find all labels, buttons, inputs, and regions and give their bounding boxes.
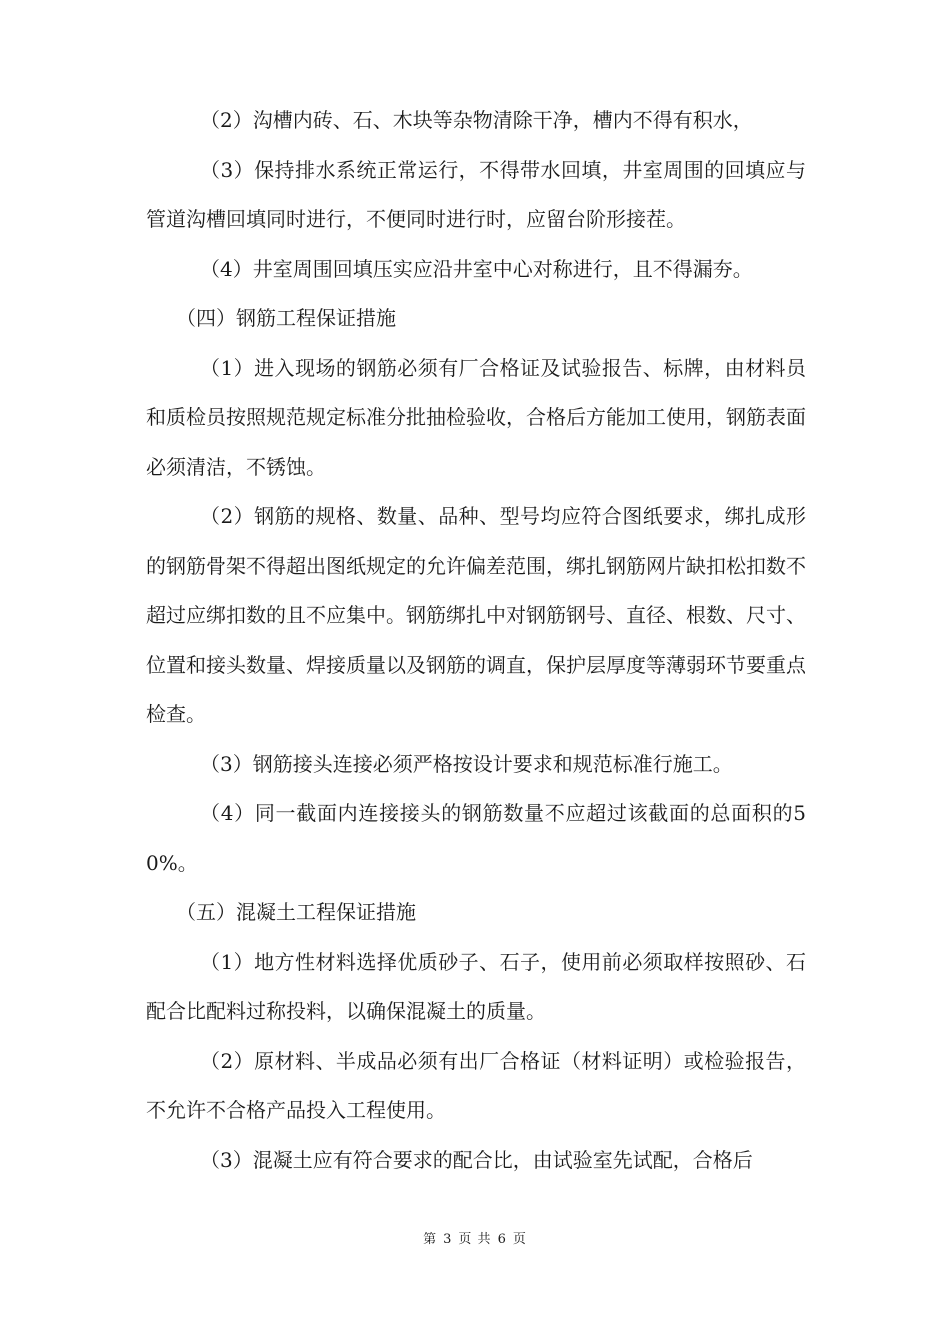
paragraph-rebar-certificates: （1）进入现场的钢筋必须有厂合格证及试验报告、标牌，由材料员和质检员按照规范规定标准分批抽检验收，合格后方能加工使用，钢筋表面必须清洁，不锈蚀。 [146,355,806,479]
section-heading-rebar: （四）钢筋工程保证措施 [176,306,396,330]
footer-suffix: 页 [512,1232,527,1247]
footer-prefix: 第 [423,1232,438,1247]
page-footer [0,1228,950,1247]
footer-middle: 页 共 [458,1232,492,1247]
paragraph-joint-percentage: （4）同一截面内连接接头的钢筋数量不应超过该截面的总面积的50%。 [146,801,806,875]
paragraph-rebar-specifications: （2）钢筋的规格、数量、品种、型号均应符合图纸要求，绑扎成形的钢筋骨架不得超出图纸规定的允许偏差范围，绑扎钢筋网片缺扣松扣数不超过应绑扣数的且不应集中。钢筋绑扎中对钢筋钢号、直径、根数、尺寸、位置和接头数量、焊接质量以及钢筋的调直，保护层厚度等薄弱环节要重点检查。 [146,504,806,726]
paragraph-mix-ratio: （3）混凝土应有符合要求的配合比，由试验室先试配，合格后 [200,1147,753,1172]
paragraph-trench-cleaning: （2）沟槽内砖、石、木块等杂物清除干净，槽内不得有积水， [200,108,753,132]
page-number-current: 3 [443,1232,453,1247]
paragraph-material-certificates: （2）原材料、半成品必须有出厂合格证（材料证明）或检验报告，不允许不合格产品投入工程使用。 [146,1048,806,1122]
paragraph-rebar-joints: （3）钢筋接头连接必须严格按设计要求和规范标准行施工。 [200,751,733,776]
paragraph-symmetric-compaction: （4）井室周围回填压实应沿井室中心对称进行，且不得漏夯。 [200,256,753,281]
document-body [146,96,806,1185]
paragraph-drainage-backfill: （3）保持排水系统正常运行，不得带水回填，井室周围的回填应与管道沟槽回填同时进行，不便同时进行时，应留台阶形接茬。 [146,157,806,231]
page-number-total: 6 [497,1232,507,1247]
section-heading-concrete: （五）混凝土工程保证措施 [176,900,416,924]
paragraph-local-materials: （1）地方性材料选择优质砂子、石子，使用前必须取样按照砂、石配合比配料过称投料，以确保混凝土的质量。 [146,949,806,1023]
